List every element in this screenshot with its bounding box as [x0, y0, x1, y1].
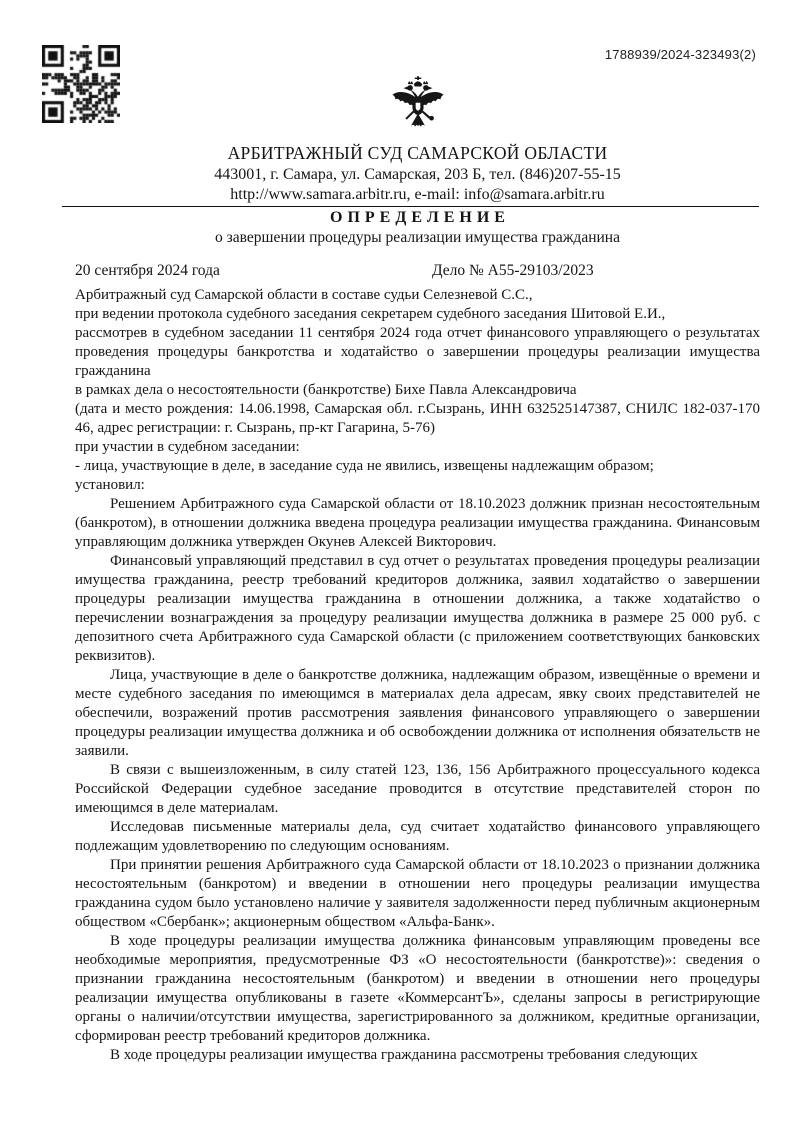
paragraph: рассмотрев в судебном заседании 11 сентября 2024 года отчет финансового управляющего о результатах проведения процедуры банкротства и ходатайство о завершении процедуры реализации имущества гражданина [75, 325, 760, 379]
header-divider [62, 206, 759, 207]
paragraph: при ведении протокола судебного заседания секретарем судебного заседания Шитовой Е.И., [75, 306, 666, 322]
document-title: ОПРЕДЕЛЕНИЕ [330, 209, 510, 226]
emblem-container [75, 76, 760, 143]
court-header [75, 142, 760, 205]
paragraph: В ходе процедуры реализации имущества гражданина рассмотрены требования следующих [110, 1047, 698, 1063]
case-number: Дело № А55-29103/2023 [432, 262, 594, 279]
court-address: 443001, г. Самара, ул. Самарская, 203 Б, тел. (846)207-55-15 [214, 166, 621, 183]
paragraph: В ходе процедуры реализации имущества должника финансовым управляющим проведены все необходимые мероприятия, предусмотренные ФЗ «О несостоятельности (банкротстве)»: сведения о признании гражданина несостоятельным (банкротом) и введении в отношении него процедуры реализации имущества опубликованы в газете «КоммерсантЪ», сделаны запросы в регистрирующие органы о наличии/отсутствии имущества, зарегистрированного за должником, кредитные организации, сформирован реестр требований кредиторов должника. [75, 933, 760, 1044]
paragraph: установил: [75, 477, 145, 493]
court-name: АРБИТРАЖНЫЙ СУД САМАРСКОЙ ОБЛАСТИ [227, 143, 608, 163]
paragraph: Арбитражный суд Самарской области в составе судьи Селезневой С.С., [75, 287, 533, 303]
document-registration-number: 1788939/2024-323493(2) [604, 47, 756, 62]
paragraph: Исследовав письменные материалы дела, суд считает ходатайство финансового управляющего подлежащим удовлетворению по следующим основаниям. [75, 819, 760, 854]
title-block [75, 209, 760, 247]
paragraph: в рамках дела о несостоятельности (банкротстве) Бихе Павла Александровича [75, 382, 577, 398]
paragraph: - лица, участвующие в деле, в заседание суда не явились, извещены надлежащим образом; [75, 458, 654, 474]
date-case-row [75, 262, 760, 282]
russian-coat-of-arms-icon [390, 76, 446, 138]
paragraph: Лица, участвующие в деле о банкротстве должника, надлежащим образом, извещённые о времени и месте судебного заседания по имеющимся в материалах дела адресам, явку своих представителей не обеспечили, возражений против рассмотрения заявления финансового управляющего о завершении процедуры реализации имущества должника и об освобождении должника от исполнения обязательств не заявили. [75, 667, 760, 759]
paragraph: При принятии решения Арбитражного суда Самарской области от 18.10.2023 о признании должника несостоятельным (банкротом) и введении в отношении него процедуры реализации имущества гражданина судом было установлено наличие у заявителя задолженности перед публичным акционерным обществом «Сбербанк»; акционерным обществом «Альфа-Банк». [75, 857, 760, 930]
paragraph: при участии в судебном заседании: [75, 439, 300, 455]
document-date: 20 сентября 2024 года [75, 262, 220, 279]
paragraph: Финансовый управляющий представил в суд отчет о результатах проведения процедуры реализации имущества гражданина, реестр требований кредиторов должника, заявил ходатайство о завершении процедуры реализации имущества гражданина в отношении должника, а также ходатайство о перечислении вознаграждения за процедуру реализации имущества должника в размере 25 000 руб. с депозитного счета Арбитражного суда Самарской области (с приложением соответствующих банковских реквизитов). [75, 553, 760, 664]
paragraph: (дата и место рождения: 14.06.1998, Самарская обл. г.Сызрань, ИНН 632525147387, СНИЛС 182-037-170 46, адрес регистрации: г. Сызрань, пр-кт Гагарина, 5-76) [75, 401, 760, 436]
document-subtitle: о завершении процедуры реализации имущества гражданина [215, 229, 620, 246]
paragraph: В связи с вышеизложенным, в силу статей 123, 136, 156 Арбитражного процессуального кодекса Российской Федерации судебное заседание проводится в отсутствие представителей сторон по имеющимся в деле материалам. [75, 762, 760, 816]
court-contacts: http://www.samara.arbitr.ru, e-mail: info@samara.arbitr.ru [230, 186, 605, 203]
document-body [75, 286, 760, 1065]
paragraph: Решением Арбитражного суда Самарской области от 18.10.2023 должник признан несостоятельным (банкротом), в отношении должника введена процедура реализации имущества гражданина. Финансовым управляющим должника утвержден Окунев Алексей Викторович. [75, 496, 760, 550]
